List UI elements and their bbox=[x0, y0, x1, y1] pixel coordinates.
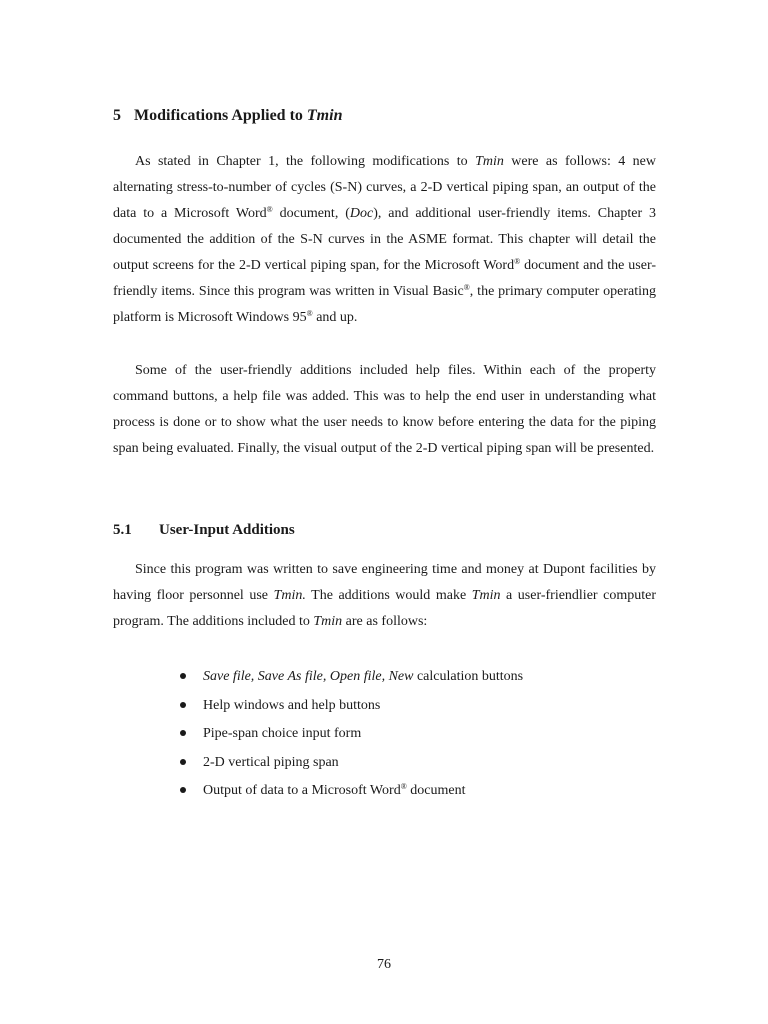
list-item-text: calculation buttons bbox=[413, 669, 524, 684]
text-run: a user-friendlier computer program. The additions included to bbox=[113, 588, 656, 629]
section-heading bbox=[113, 107, 342, 125]
text-run-italic: Tmin bbox=[471, 588, 501, 603]
list-item-text: Pipe-span choice input form bbox=[203, 726, 362, 741]
subsection-number: 5.1 bbox=[113, 522, 132, 538]
list-item bbox=[180, 693, 523, 722]
text-run-italic: Tmin bbox=[313, 614, 343, 629]
list-item bbox=[180, 778, 523, 807]
list-item-italic: Save file, Save As file, Open file, New bbox=[203, 669, 414, 684]
list-item-text: Help windows and help buttons bbox=[203, 697, 381, 713]
page-number: 76 bbox=[377, 957, 391, 972]
bullet-icon bbox=[180, 759, 186, 765]
text-run-italic: Tmin. bbox=[273, 588, 306, 603]
bullet-icon bbox=[180, 702, 186, 708]
subsection-title: User-Input Additions bbox=[159, 522, 295, 538]
registered-mark: ® bbox=[266, 205, 273, 214]
text-run: document, ( bbox=[272, 206, 350, 221]
text-run: , the primary computer operating platform is Microsoft Windows 95 bbox=[113, 284, 656, 325]
paragraph-modifications bbox=[113, 149, 656, 331]
list-item bbox=[180, 721, 523, 750]
additions-list bbox=[180, 664, 523, 807]
text-run-italic: Doc bbox=[349, 206, 374, 221]
list-item-text: Output of data to a Microsoft Word bbox=[203, 783, 401, 798]
text-run: are as follows: bbox=[342, 614, 428, 629]
list-item-text: document bbox=[406, 783, 466, 798]
text-run-italic: Tmin bbox=[475, 154, 504, 169]
section-title-prefix: Modifications Applied to bbox=[134, 107, 307, 124]
bullet-icon bbox=[180, 673, 186, 679]
paragraph-user-input bbox=[113, 557, 656, 635]
text-run: were as follows: 4 new alternating stress-to-number of cycles (S-N) curves, a 2-D vertical piping span, an output of the data to a Microsoft Word bbox=[113, 154, 657, 221]
text-run: As stated in Chapter 1, the following modifications to bbox=[135, 154, 476, 169]
registered-mark: ® bbox=[514, 257, 521, 266]
registered-mark: ® bbox=[463, 283, 470, 292]
text-run: and up. bbox=[312, 310, 358, 325]
section-number: 5 bbox=[113, 107, 121, 124]
paragraph-user-friendly bbox=[113, 358, 656, 462]
bullet-icon bbox=[180, 787, 186, 793]
list-item bbox=[180, 750, 523, 779]
section-title-italic: Tmin bbox=[306, 107, 343, 124]
text-run: Since this program was written to save engineering time and money at Dupont facilities by having floor personnel use bbox=[113, 562, 656, 603]
text-run: ), and additional user-friendly items. Chapter 3 documented the addition of the S-N curves in the ASME format. This chapter will detail the output screens for the 2-D vertical piping span, for the Microsoft Word bbox=[113, 206, 656, 273]
registered-mark: ® bbox=[400, 782, 407, 791]
text-run: Some of the user-friendly additions included help files. Within each of the property command buttons, a help file was added. This was to help the end user in understanding what process is done or to show what the user needs to know before entering the data for the piping span being evaluated. Finally, the visual output of the 2-D vertical piping span will be presented. bbox=[113, 363, 656, 456]
text-run: document and the user-friendly items. Since this program was written in Visual Basic bbox=[113, 258, 656, 299]
list-item bbox=[180, 664, 523, 693]
subsection-heading bbox=[113, 522, 295, 539]
list-item-text: 2-D vertical piping span bbox=[203, 754, 339, 770]
bullet-icon bbox=[180, 730, 186, 736]
text-run: The additions would make bbox=[305, 588, 472, 603]
registered-mark: ® bbox=[306, 309, 313, 318]
